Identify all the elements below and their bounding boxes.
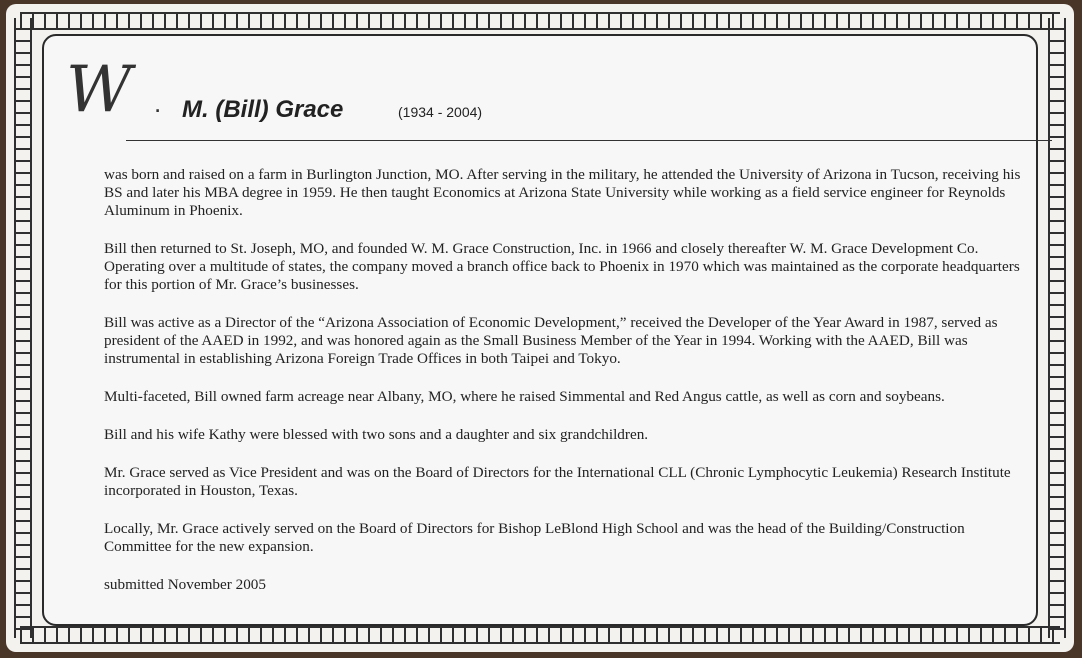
paragraph-family: Bill and his wife Kathy were blessed with two sons and a daughter and six grandchildren.	[104, 426, 649, 443]
paragraph-construction-company: Bill then returned to St. Joseph, MO, and founded W. M. Grace Construction, Inc. in 1966 and closely thereafter W. M. Grace Development Co. Operating over a multitude of states, the company moved a branch office back to Phoenix in 1970 which was maintained as the corporate headquarters for this portion of Mr. Grace’s businesses.	[104, 240, 1020, 293]
monogram-dot: .	[154, 88, 162, 118]
person-name: M. (Bill) Grace	[182, 96, 344, 123]
greek-key-border-left	[14, 18, 32, 638]
biography-card	[42, 34, 1038, 626]
greek-key-border-right	[1048, 18, 1066, 638]
biography-text	[104, 166, 1024, 614]
paragraph-cll-institute: Mr. Grace served as Vice President and was on the Board of Directors for the International CLL (Chronic Lymphocytic Leukemia) Research Institute incorporated in Houston, Texas.	[104, 464, 1011, 499]
greek-key-border-bottom	[20, 626, 1060, 644]
submission-note: submitted November 2005	[104, 576, 266, 593]
paragraph-farm: Multi-faceted, Bill owned farm acreage near Albany, MO, where he raised Simmental and Red Angus cattle, as well as corn and soybeans.	[104, 388, 945, 405]
life-years: (1934 - 2004)	[398, 104, 483, 120]
monogram-initial: W	[66, 53, 126, 127]
decorative-frame	[6, 4, 1074, 652]
paragraph-early-life: was born and raised on a farm in Burlington Junction, MO. After serving in the military, he attended the University of Arizona in Tucson, receiving his BS and later his MBA degree in 1959. He then taught Economics at Arizona State University while working as a field service engineer for Reynolds Aluminum in Phoenix.	[104, 166, 1021, 219]
greek-key-border-top	[20, 12, 1060, 30]
heading-underline	[126, 140, 1052, 141]
biography-heading	[66, 50, 1026, 130]
paragraph-leblond: Locally, Mr. Grace actively served on the Board of Directors for Bishop LeBlond High School and was the head of the Building/Construction Committee for the new expansion.	[104, 520, 965, 555]
paragraph-aaed: Bill was active as a Director of the “Arizona Association of Economic Development,” received the Developer of the Year Award in 1987, served as president of the AAED in 1992, and was honored again as the Small Business Member of the Year in 1994. Working with the AAED, Bill was instrumental in establishing Arizona Foreign Trade Offices in both Taipei and Tokyo.	[104, 314, 998, 367]
